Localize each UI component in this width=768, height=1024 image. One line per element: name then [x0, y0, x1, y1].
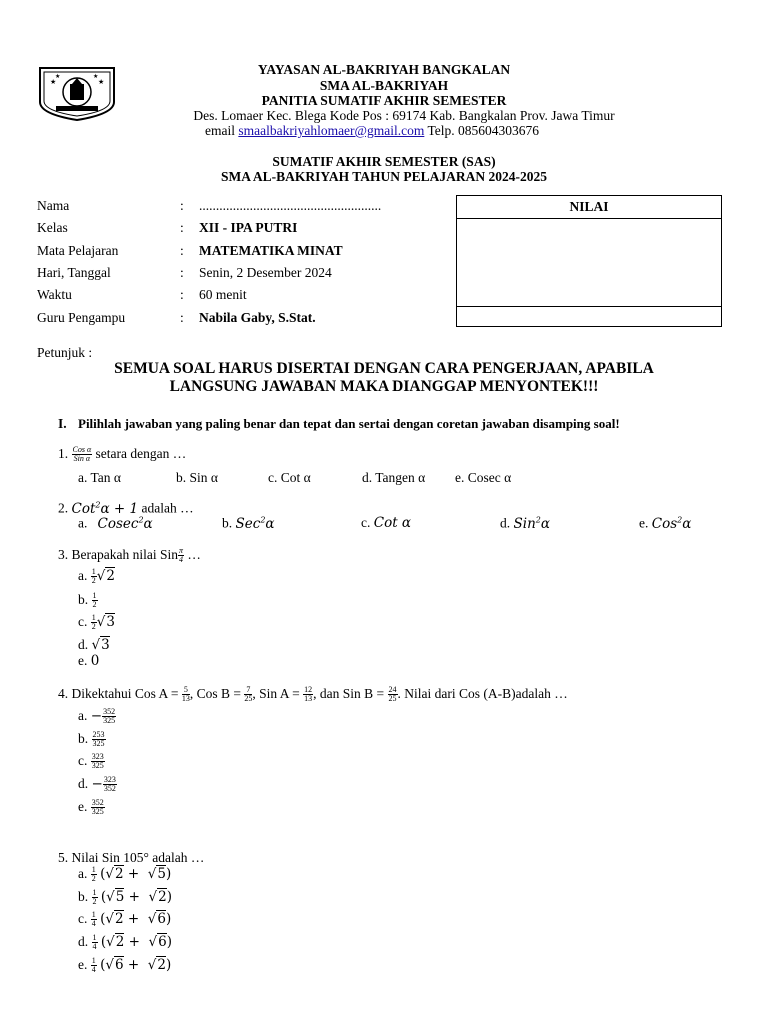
fraction-denominator: 2: [92, 897, 97, 907]
fraction-numerator: 12: [304, 685, 313, 695]
question-number: 5.: [58, 850, 69, 865]
fraction: [178, 547, 184, 564]
phone-number: Telp. 085604303676: [427, 123, 540, 138]
fraction-denominator: 25: [244, 694, 253, 704]
svg-text:★: ★: [55, 73, 61, 80]
info-label-nama: Nama: [37, 198, 70, 213]
fraction: [103, 776, 117, 793]
option-letter: b.: [78, 889, 89, 904]
question-text: dan Sin B =: [319, 686, 385, 701]
info-colon: :: [180, 198, 184, 213]
fraction: [91, 866, 97, 883]
question-text: Sin A =: [259, 686, 300, 701]
math-base: Sec: [235, 515, 261, 532]
math-base: Cos: [651, 515, 678, 532]
info-label-guru: Guru Pengampu: [37, 310, 126, 325]
fraction: [182, 686, 190, 703]
radicand: 6: [157, 911, 166, 927]
option-letter: c.: [78, 614, 88, 629]
option-2c[interactable]: [361, 515, 411, 531]
fraction: [91, 957, 97, 974]
option-letter: e.: [78, 653, 88, 668]
math-base: Cosec: [97, 515, 139, 532]
info-colon: :: [180, 287, 184, 302]
radicand: 5: [157, 866, 166, 882]
option-letter: b.: [222, 515, 233, 531]
fraction-denominator: 4: [91, 965, 96, 975]
option-letter: e.: [78, 957, 88, 972]
option-5e[interactable]: e. $\frac{1}{4}$ (√6 + √2): [78, 956, 172, 975]
option-3b[interactable]: [78, 592, 98, 609]
fraction-numerator: 253: [92, 730, 105, 740]
question-ellipsis: …: [187, 547, 201, 562]
option-5c[interactable]: c. $\frac{1}{4}$ (√2 + √6): [78, 910, 172, 929]
info-colon: :: [180, 220, 184, 235]
option-3e[interactable]: [78, 653, 99, 669]
math-tail: α + 1: [100, 500, 139, 517]
info-value-nama: ......................................................: [199, 198, 382, 213]
fraction-denominator: 13: [304, 694, 313, 704]
fraction-numerator: 1: [91, 956, 96, 966]
question-4: 4. Dikektahui Cos A = $\frac{5}{13}$ , Cos B = $\frac{7}{25}$ , Sin A = $\frac{12}{13}$ , dan Sin B = $\frac{24}{25}$ . Nilai dari Cos (A-B)adalah …: [58, 685, 568, 704]
fraction-numerator: 24: [388, 685, 397, 695]
option-1b[interactable]: b. Sin α: [176, 470, 218, 485]
option-4e[interactable]: [78, 799, 105, 816]
email-prefix: email: [204, 123, 235, 138]
fraction-denominator: 25: [388, 694, 397, 704]
option-1d[interactable]: d. Tangen α: [362, 470, 426, 485]
info-value-tanggal: Senin, 2 Desember 2024: [199, 265, 332, 280]
radicand: 6: [158, 934, 167, 950]
fraction-numerator: 1: [91, 567, 96, 577]
fraction-numerator: Cos α: [72, 445, 92, 455]
option-letter: d.: [500, 515, 511, 531]
option-letter: a.: [78, 708, 88, 723]
fraction-denominator: 4: [91, 919, 96, 929]
option-4b[interactable]: [78, 731, 106, 748]
fraction-numerator: 1: [92, 888, 97, 898]
option-2e[interactable]: [639, 515, 691, 532]
fraction: [91, 753, 105, 770]
option-letter: d.: [78, 776, 89, 791]
math-tail: α: [265, 515, 275, 532]
fraction-numerator: 1: [91, 613, 96, 623]
score-box-divider: [457, 306, 721, 307]
fraction-numerator: π: [178, 546, 183, 556]
fraction-numerator: 1: [92, 933, 97, 943]
question-text: Berapakah nilai Sin: [71, 547, 178, 562]
instructions-line-1: SEMUA SOAL HARUS DISERTAI DENGAN CARA PENGERJAAN, APABILA: [114, 360, 654, 377]
fraction-numerator: 352: [91, 798, 104, 808]
school-address: Des. Lomaer Kec. Blega Kode Pos : 69174 Kab. Bangkalan Prov. Jawa Timur: [193, 108, 615, 123]
option-4a[interactable]: [78, 708, 116, 725]
radicand: 2: [115, 934, 125, 950]
radicand: 2: [106, 568, 115, 584]
fraction-denominator: 2: [91, 874, 96, 884]
option-letter: a.: [78, 515, 88, 531]
option-1e[interactable]: e. Cosec α: [455, 470, 512, 485]
svg-text:★: ★: [98, 78, 105, 86]
option-letter: a.: [78, 568, 88, 583]
option-letter: a.: [78, 866, 88, 881]
option-4d[interactable]: [78, 776, 117, 793]
section-instruction: Pilihlah jawaban yang paling benar dan tepat dan sertai dengan coretan jawaban disamping soal!: [78, 416, 620, 431]
option-letter: d.: [78, 934, 89, 949]
option-letter: e.: [639, 515, 649, 531]
question-text: . Nilai dari Cos (A-B)adalah …: [397, 686, 568, 701]
svg-text:★: ★: [50, 78, 57, 86]
fraction-denominator: 2: [92, 600, 97, 610]
question-3: [58, 547, 201, 564]
fraction-denominator: 4: [92, 942, 97, 952]
fraction: [303, 686, 313, 703]
math-exponent: 2: [260, 515, 266, 524]
fraction-numerator: 352: [103, 707, 116, 717]
fraction-denominator: 325: [92, 739, 105, 749]
fraction-denominator: 2: [91, 576, 96, 586]
fraction: [102, 708, 116, 725]
contact-line: [0, 122, 756, 139]
fraction: [92, 592, 98, 609]
question-number: 2.: [58, 500, 69, 516]
fraction: [244, 686, 252, 703]
fraction-denominator: 325: [103, 716, 116, 726]
question-1: [58, 446, 186, 463]
sign: −: [90, 708, 103, 724]
radicand: 3: [101, 637, 110, 653]
fraction-denominator: 4: [178, 555, 183, 565]
option-letter: d.: [78, 637, 89, 652]
option-5b[interactable]: b. $\frac{1}{2}$ (√5 + √2): [78, 888, 173, 907]
radicand: 6: [115, 957, 124, 973]
instructions-line-2: LANGSUNG JAWABAN MAKA DIANGGAP MENYONTEK!!!: [169, 378, 599, 395]
option-5a[interactable]: a. $\frac{1}{2}$ (√2 + √5): [78, 865, 172, 884]
committee-name: PANITIA SUMATIF AKHIR SEMESTER: [261, 93, 507, 108]
math-tail: α: [540, 515, 550, 532]
fraction: [92, 934, 98, 951]
option-letter: e.: [78, 799, 88, 814]
fraction-denominator: Sin α: [73, 454, 91, 464]
option-letter: c.: [78, 753, 88, 768]
info-value-guru: Nabila Gaby, S.Stat.: [199, 310, 316, 325]
radicand: 2: [158, 889, 167, 905]
fraction-numerator: 7: [246, 685, 251, 695]
option-3a[interactable]: a. $\frac{1}{2}$ √2: [78, 567, 115, 586]
fraction-denominator: 13: [181, 694, 190, 704]
question-number: 4.: [58, 686, 69, 701]
question-text: Cos B =: [196, 686, 242, 701]
option-5d[interactable]: d. $\frac{1}{4}$ (√2 + √6): [78, 933, 173, 952]
fraction: [388, 686, 398, 703]
math-tail: α: [143, 515, 153, 532]
math-exponent: 2: [95, 500, 101, 509]
math-expr: Cot α: [373, 515, 412, 531]
option-2d[interactable]: [500, 515, 550, 532]
question-text: adalah …: [141, 500, 194, 516]
fraction: [91, 799, 105, 816]
question-text: Nilai Sin 105° adalah …: [71, 850, 205, 865]
option-value: 0: [90, 653, 100, 669]
instructions-label: Petunjuk :: [37, 345, 93, 360]
sign: −: [91, 776, 103, 792]
info-label-kelas: Kelas: [37, 220, 68, 235]
math-exponent: 2: [677, 515, 683, 524]
fraction-denominator: 2: [91, 622, 96, 632]
option-letter: b.: [78, 731, 89, 746]
radicand: 2: [115, 866, 124, 882]
info-colon: :: [180, 265, 184, 280]
option-1c[interactable]: c. Cot α: [268, 470, 311, 485]
option-3d[interactable]: d. √3: [78, 637, 110, 653]
fraction-denominator: 352: [103, 784, 116, 794]
section-number: I.: [58, 416, 67, 431]
info-label-tanggal: Hari, Tanggal: [37, 265, 111, 280]
info-value-kelas: XII - IPA PUTRI: [199, 220, 298, 235]
question-5: [58, 850, 204, 866]
email-link[interactable]: smaalbakriyahlomaer@gmail.com: [238, 123, 425, 138]
school-name: SMA AL-BAKRIYAH: [319, 78, 449, 93]
fraction-numerator: 323: [103, 775, 116, 785]
radicand: 2: [157, 957, 166, 973]
option-3c[interactable]: c. $\frac{1}{2}$ √3: [78, 613, 115, 632]
math-tail: α: [682, 515, 692, 532]
fraction-denominator: 325: [91, 807, 104, 817]
math-base: Cot: [71, 500, 96, 517]
svg-text:★: ★: [93, 73, 99, 80]
option-2b[interactable]: [222, 515, 275, 532]
info-label-waktu: Waktu: [37, 287, 72, 302]
fraction: [92, 889, 98, 906]
fraction-numerator: 5: [183, 685, 188, 695]
foundation-name: YAYASAN AL-BAKRIYAH BANGKALAN: [257, 62, 511, 77]
exam-title: SUMATIF AKHIR SEMESTER (SAS): [272, 154, 496, 169]
question-text: setara dengan …: [95, 446, 187, 461]
radicand: 3: [106, 614, 115, 630]
question-number: 1.: [58, 446, 69, 461]
option-1a[interactable]: a. Tan α: [78, 470, 121, 485]
info-value-mapel: MATEMATIKA MINAT: [199, 243, 343, 258]
option-letter: c.: [78, 911, 88, 926]
fraction-numerator: 1: [91, 910, 96, 920]
fraction-numerator: 323: [91, 752, 104, 762]
fraction: [91, 911, 97, 928]
option-letter: b.: [78, 592, 89, 607]
question-text: Dikektahui Cos A =: [71, 686, 179, 701]
fraction-numerator: 1: [91, 865, 96, 875]
fraction: [72, 446, 93, 463]
math-exponent: 2: [138, 515, 144, 524]
info-value-waktu: 60 menit: [199, 287, 247, 302]
option-letter: c.: [361, 515, 371, 530]
fraction: [92, 731, 106, 748]
fraction-denominator: 325: [91, 761, 104, 771]
question-number: 3.: [58, 547, 69, 562]
info-colon: :: [180, 243, 184, 258]
score-box-title: NILAI: [457, 196, 721, 219]
option-4c[interactable]: [78, 753, 105, 770]
math-base: Sin: [513, 515, 536, 532]
exam-subtitle: SMA AL-BAKRIYAH TAHUN PELAJARAN 2024-2025: [220, 169, 548, 184]
radicand: 5: [115, 889, 125, 905]
info-label-mapel: Mata Pelajaran: [37, 243, 119, 258]
option-2a[interactable]: [78, 515, 153, 532]
fraction-numerator: 1: [92, 591, 97, 601]
radicand: 2: [115, 911, 124, 927]
info-colon: :: [180, 310, 184, 325]
math-exponent: 2: [535, 515, 541, 524]
score-box: [456, 195, 722, 327]
